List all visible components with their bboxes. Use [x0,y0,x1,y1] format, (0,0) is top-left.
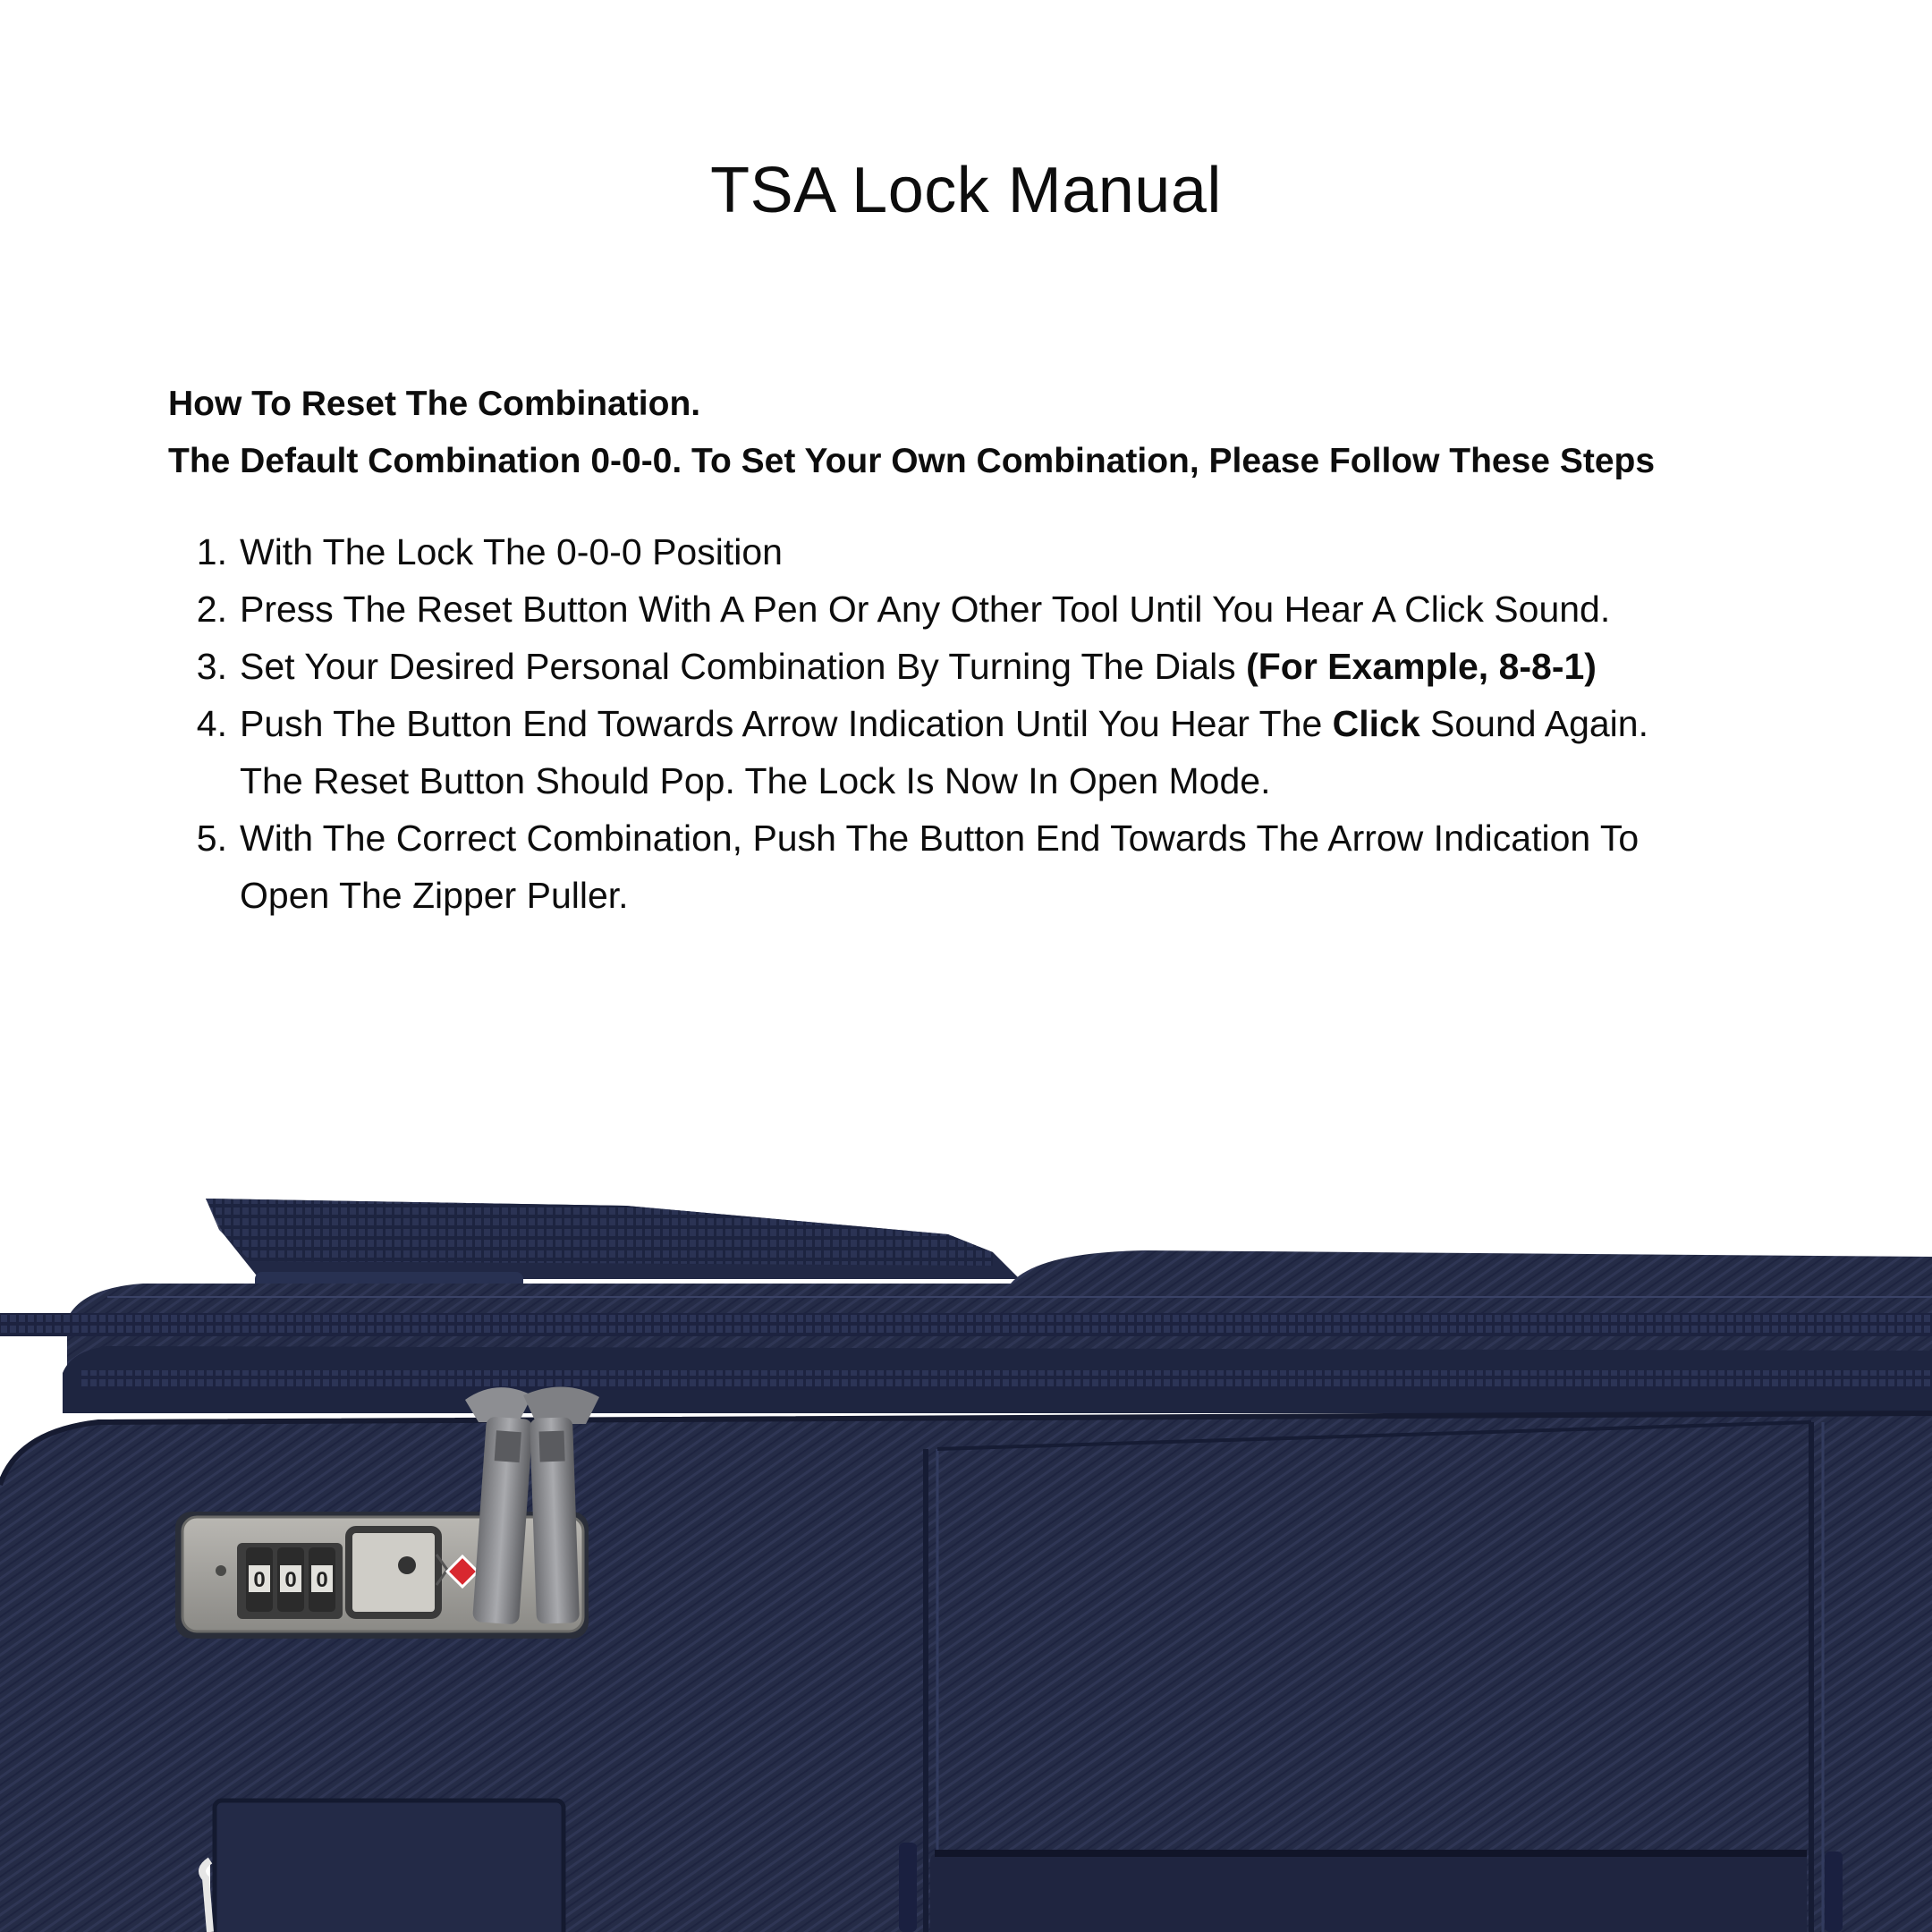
suitcase-photo [0,1163,1932,1932]
step-text: Press The Reset Button With A Pen Or Any Other Tool Until You Hear A Click Sound. [240,589,1611,630]
step-line-2: Open The Zipper Puller. [240,875,629,916]
step-body [227,809,1639,924]
step-text: Sound Again. [1419,703,1648,744]
instructions-heading [168,376,1868,490]
step-number: 1. [196,531,227,572]
step-2 [168,580,1868,638]
dial-2-digit: 0 [284,1568,297,1592]
step-number: 5. [196,818,227,859]
step-number: 4. [196,703,227,744]
step-text: Set Your Desired Personal Combination By Turning The Dials [240,646,1247,687]
page-title: TSA Lock Manual [710,155,1222,226]
dial-1-digit: 0 [253,1568,266,1592]
heading-line-2: The Default Combination 0-0-0. To Set Your Own Combination, Please Follow These Steps [168,442,1656,480]
step-line-1: With The Correct Combination, Push The Button End Towards The Arrow Indication To [240,818,1640,859]
heading-line-1: How To Reset The Combination. [168,385,701,423]
step-text: Push The Button End Towards Arrow Indication Until You Hear The [240,703,1333,744]
zipper-track-lower [80,1370,1932,1390]
key-slot-icon [398,1556,416,1574]
steps-list [168,523,1868,924]
step-3 [168,638,1868,695]
reset-button-icon [216,1565,226,1576]
step-4 [168,695,1868,809]
step-emphasis: Click [1332,703,1420,744]
step-5 [168,809,1868,924]
step-body [227,695,1648,809]
step-example: (For Example, 8-8-1) [1246,646,1597,687]
suitcase-front [0,1413,1932,1932]
step-line-1 [240,695,1648,752]
tsa-lock [175,1512,589,1639]
step-1 [168,523,1868,580]
step-line-2: The Reset Button Should Pop. The Lock Is Now In Open Mode. [240,760,1271,801]
step-body [227,638,1597,695]
dial-3-digit: 0 [316,1568,328,1592]
zipper-track-upper [0,1313,1932,1336]
step-text: With The Lock The 0-0-0 Position [240,531,783,572]
step-number: 3. [196,646,227,687]
step-number: 2. [196,589,227,630]
lock-push-button [349,1530,438,1615]
